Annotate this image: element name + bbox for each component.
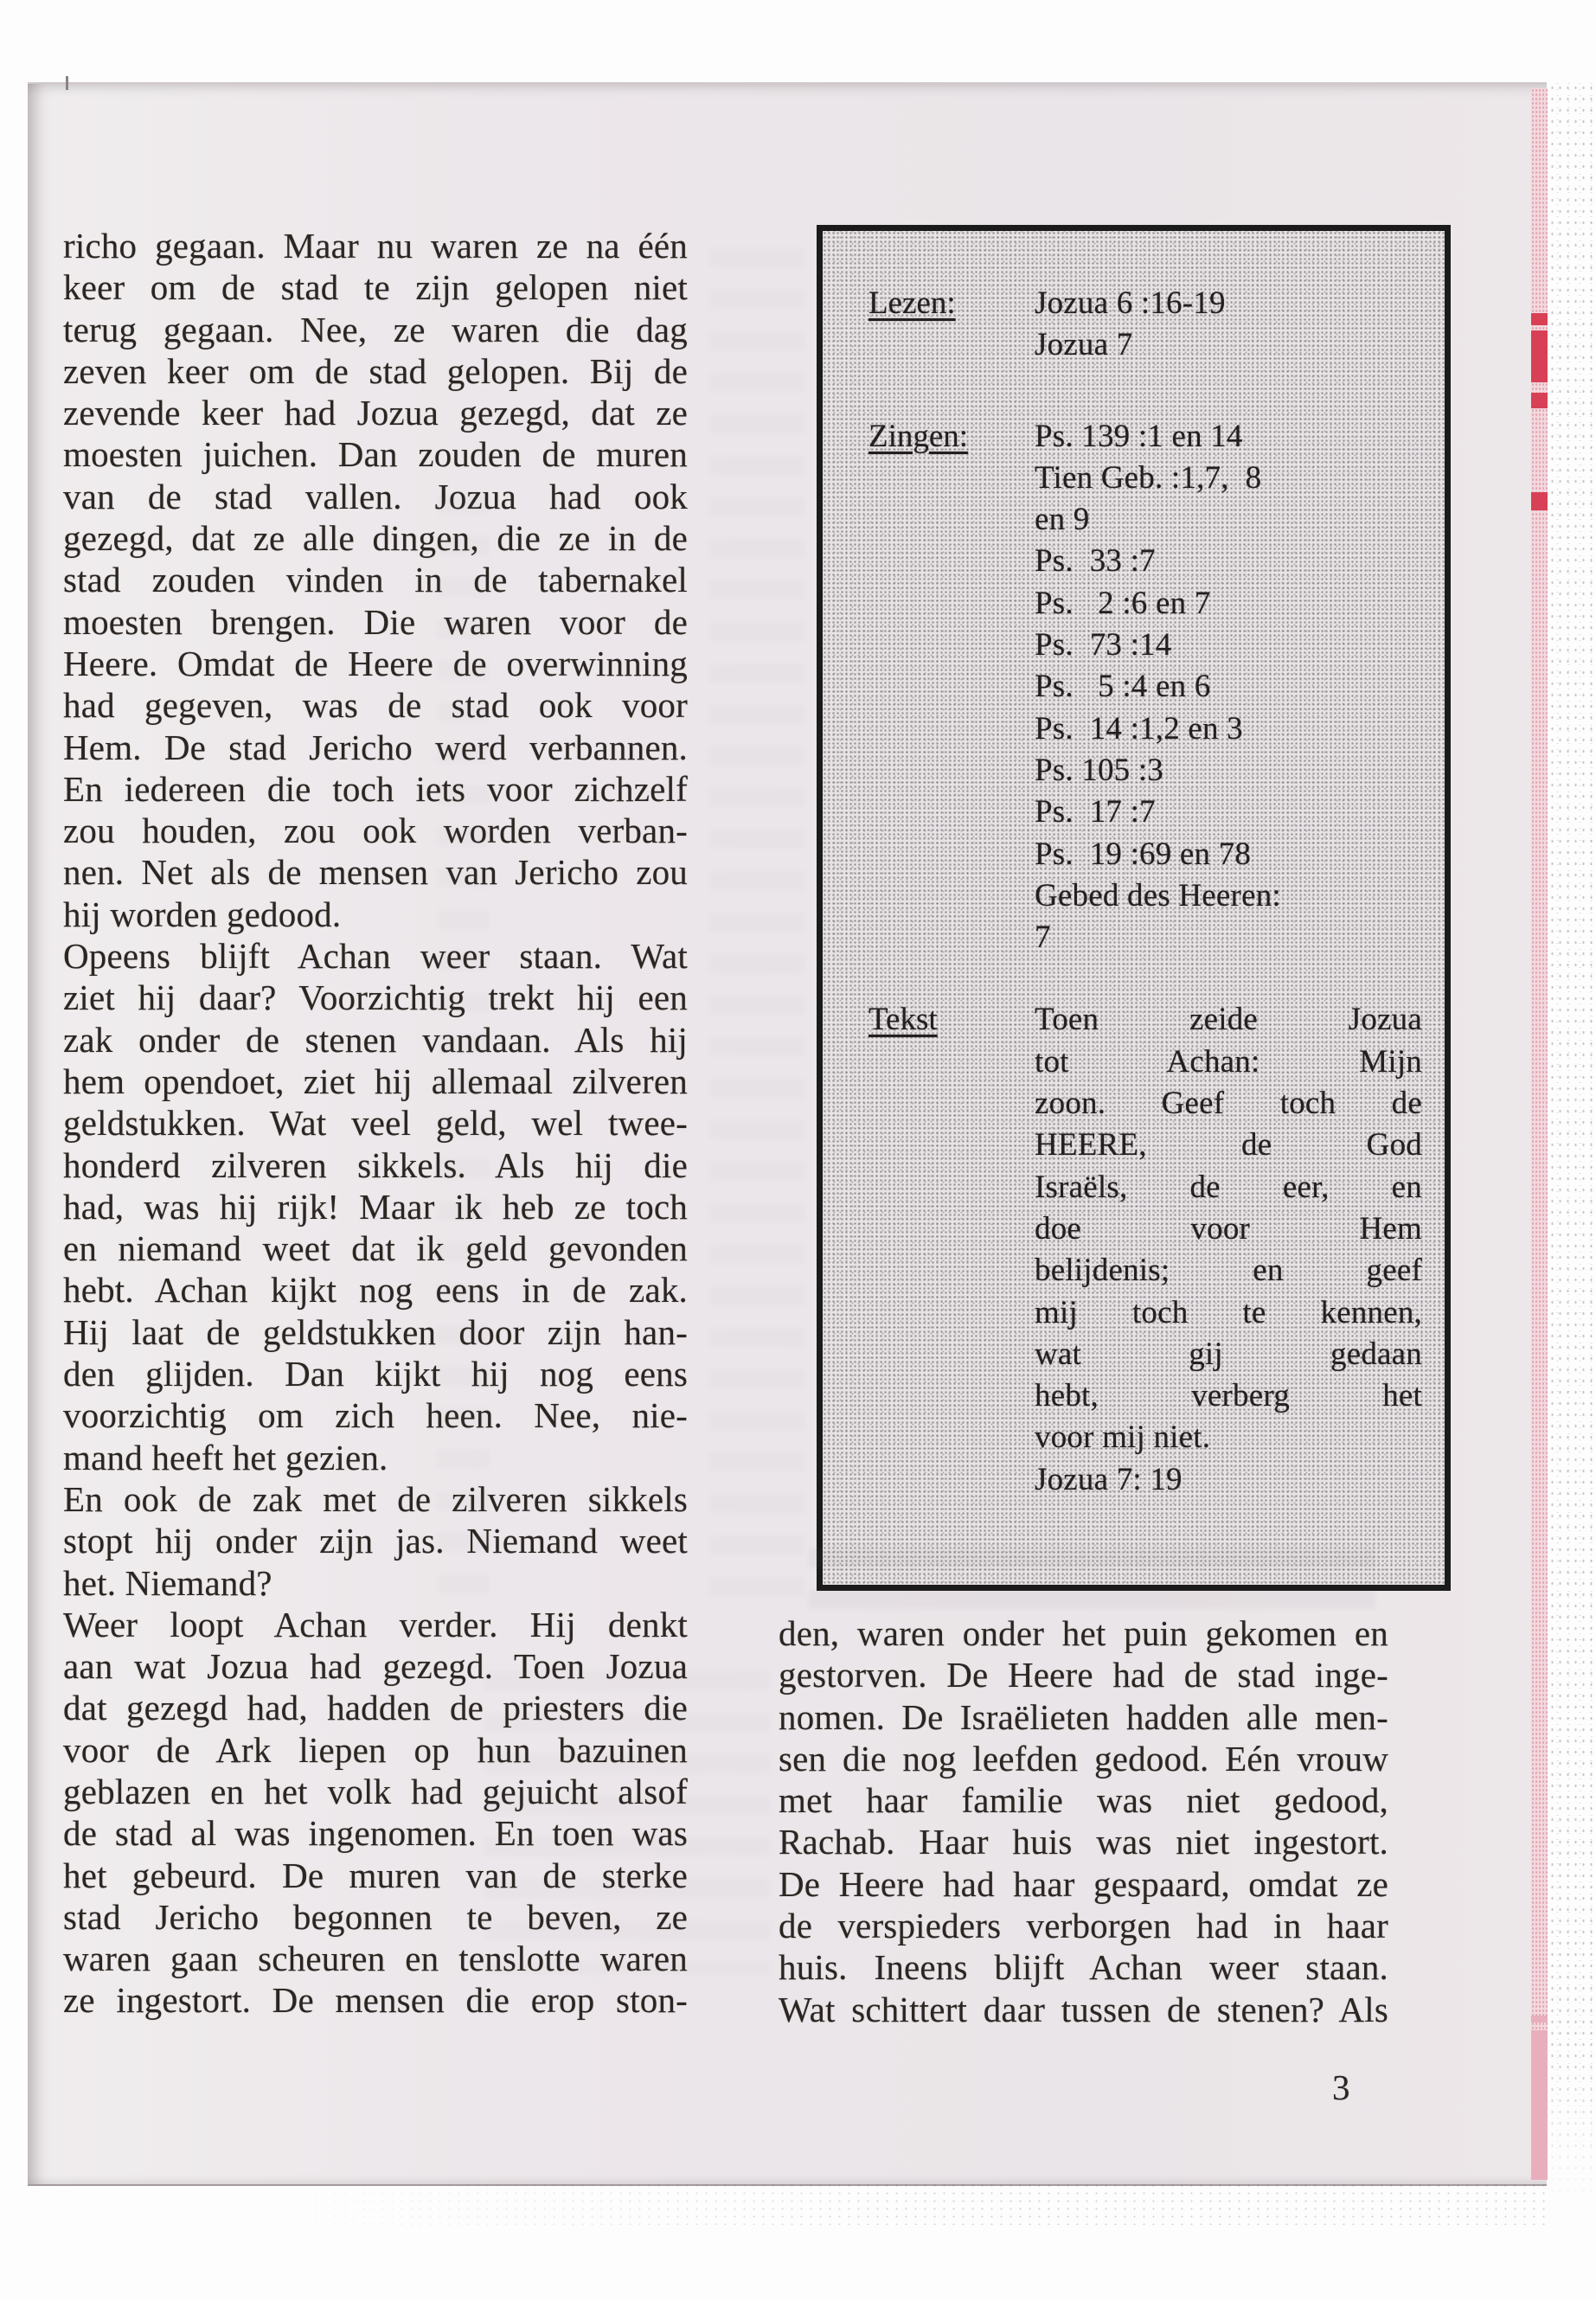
text-line: van de stad vallen. Jozua had ook (63, 476, 688, 516)
text-line: stopt hij onder zijn jas. Niemand weet (63, 1521, 688, 1561)
text-line: had, was hij rijk! Maar ik heb ze toch (63, 1186, 688, 1227)
text-line: geblazen en het volk had gejuicht alsof (63, 1771, 688, 1811)
text-line: de verspieders verborgen had in haar (779, 1906, 1388, 1946)
text-line: zoon. Geef toch de (1035, 1086, 1422, 1122)
text-line: Gebed des Heeren: (1035, 877, 1281, 913)
text-line: HEERE, de God (1035, 1127, 1422, 1163)
text-line: Tien Geb. :1,7, 8 (1035, 459, 1262, 496)
bleed-through-under-box (809, 1548, 1375, 1611)
text-line: moesten brengen. Die waren voor de (63, 601, 688, 642)
text-line: Jozua 7 (1035, 327, 1133, 363)
text-line: gestorven. De Heere had de stad inge- (779, 1655, 1388, 1695)
text-line: zeven keer om de stad gelopen. Bij de (63, 350, 688, 391)
text-line: Ps. 73 :14 (1035, 627, 1172, 663)
text-line: En ook de zak met de zilveren sikkels (63, 1478, 688, 1519)
text-line: hem opendoet, ziet hij allemaal zilveren (63, 1061, 688, 1101)
text-line: stad Jericho begonnen te beven, ze (63, 1896, 688, 1937)
box-section-value (1035, 416, 1422, 959)
text-line: Jozua 7: 19 (1035, 1461, 1183, 1497)
text-line: mand heeft het gezien. (63, 1437, 388, 1477)
book-page (28, 82, 1547, 2186)
box-section-label: Lezen: (869, 285, 956, 321)
text-line: Ps. 14 :1,2 en 3 (1035, 710, 1243, 747)
text-line: tot Achan: Mijn (1035, 1043, 1422, 1080)
text-line: nomen. De Israëlieten hadden alle men- (779, 1696, 1388, 1737)
text-line: mij toch te kennen, (1035, 1294, 1422, 1330)
right-text-column (779, 1612, 1388, 2030)
text-line: De Heere had haar gespaard, omdat ze (779, 1863, 1388, 1904)
text-line: Hem. De stad Jericho werd verbannen. (63, 727, 688, 767)
bleed-through-column-gap (709, 248, 804, 1598)
text-line: geldstukken. Wat veel geld, wel twee- (63, 1103, 688, 1144)
text-line: Ps. 19 :69 en 78 (1035, 836, 1252, 872)
text-line: Ps. 33 :7 (1035, 543, 1156, 580)
box-section (869, 283, 1422, 367)
text-line: Ps. 139 :1 en 14 (1035, 418, 1243, 454)
text-line: met haar familie was niet gedood, (779, 1780, 1388, 1821)
reading-singing-text-box (817, 225, 1451, 1591)
fore-edge-red-mark (1531, 393, 1548, 408)
text-line: het. Niemand? (63, 1562, 272, 1603)
text-line: terug gegaan. Nee, ze waren die dag (63, 309, 688, 349)
text-line: stad zouden vinden in de tabernakel (63, 560, 688, 600)
text-line: Jozua 6 :16-19 (1035, 285, 1226, 321)
text-line: Weer loopt Achan verder. Hij denkt (63, 1604, 688, 1644)
text-line: nen. Net als de mensen van Jericho zou (63, 852, 688, 893)
box-section-label: Zingen: (869, 418, 969, 454)
text-line: Wat schittert daar tussen de stenen? Als (779, 1989, 1388, 2029)
text-line: Ps. 105 :3 (1035, 752, 1164, 788)
box-section (869, 416, 1422, 959)
text-line: hebt, verberg het (1035, 1378, 1422, 1414)
text-line: waren gaan scheuren en tenslotte waren (63, 1939, 688, 1979)
text-line: Hij laat de geldstukken door zijn han- (63, 1311, 688, 1352)
text-line: den, waren onder het puin gekomen en (779, 1613, 1388, 1653)
page-edge-nick (66, 76, 68, 90)
text-line: zak onder de stenen vandaan. Als hij (63, 1019, 688, 1060)
scanner-dust-bottom (216, 2182, 1548, 2225)
text-line: ze ingestort. De mensen die erop ston- (63, 1980, 688, 2021)
text-line: aan wat Jozua had gezegd. Toen Jozua (63, 1646, 688, 1687)
page-number: 3 (1332, 2067, 1350, 2107)
text-line: wat gij gedaan (1035, 1336, 1422, 1372)
text-line: voor mij niet. (1035, 1420, 1211, 1456)
text-line: Ps. 17 :7 (1035, 794, 1156, 830)
fore-edge-red-mark (1531, 330, 1548, 382)
text-line: en 9 (1035, 502, 1090, 538)
box-section-label: Tekst (869, 1002, 938, 1038)
box-section (869, 999, 1422, 1501)
bleed-through-left-margin (437, 495, 489, 1611)
text-line: belijdenis; en geef (1035, 1253, 1422, 1289)
text-line: huis. Ineens blijft Achan weer staan. (779, 1947, 1388, 1988)
fore-edge-red-mark (1531, 492, 1548, 510)
text-line: Ps. 2 :6 en 7 (1035, 585, 1211, 621)
book-fore-edge (1531, 88, 1548, 2180)
text-line: hebt. Achan kijkt nog eens in de zak. (63, 1270, 688, 1311)
text-line: het gebeurd. De muren van de sterke (63, 1855, 688, 1895)
text-line: voor de Ark liepen op hun bazuinen (63, 1729, 688, 1770)
text-line: En iedereen die toch iets voor zichzelf (63, 768, 688, 809)
box-section-value (1035, 283, 1422, 367)
text-line: gezegd, dat ze alle dingen, die ze in de (63, 518, 688, 559)
text-line: zevende keer had Jozua gezegd, dat ze (63, 393, 688, 433)
text-line: Israëls, de eer, en (1035, 1169, 1422, 1205)
text-line: dat gezegd had, hadden de priesters die (63, 1688, 688, 1728)
text-line: doe voor Hem (1035, 1210, 1422, 1247)
text-line: hij worden gedood. (63, 894, 342, 934)
text-line: Ps. 5 :4 en 6 (1035, 669, 1211, 705)
text-line: voorzichtig om zich heen. Nee, nie- (63, 1395, 688, 1436)
text-line: ziet hij daar? Voorzichtig trekt hij een (63, 977, 688, 1018)
text-line: sen die nog leefden gedood. Eén vrouw (779, 1738, 1388, 1779)
text-line: Toen zeide Jozua (1035, 1002, 1422, 1038)
text-line: Opeens blijft Achan weer staan. Wat (63, 936, 688, 977)
text-line: den glijden. Dan kijkt hij nog eens (63, 1354, 688, 1394)
text-line: richo gegaan. Maar nu waren ze na één (63, 226, 688, 266)
text-line: de stad al was ingenomen. En toen was (63, 1813, 688, 1854)
box-section-value (1035, 999, 1422, 1501)
bleed-through-lower-gap (484, 1671, 770, 1974)
scanner-dust-right (1548, 82, 1596, 2210)
text-line: zou houden, zou ook worden verban- (63, 811, 688, 851)
text-line: keer om de stad te zijn gelopen niet (63, 267, 688, 308)
text-line: moesten juichen. Dan zouden de muren (63, 434, 688, 475)
text-line: Heere. Omdat de Heere de overwinning (63, 643, 688, 683)
text-line: Rachab. Haar huis was niet ingestort. (779, 1822, 1388, 1862)
text-line: honderd zilveren sikkels. Als hij die (63, 1144, 688, 1185)
text-line: en niemand weet dat ik geld gevonden (63, 1228, 688, 1269)
text-line: 7 (1035, 920, 1051, 956)
fore-edge-pink-mark (1531, 2030, 1548, 2180)
text-line: had gegeven, was de stad ook voor (63, 685, 688, 726)
fore-edge-pink-mark (1531, 2016, 1548, 2022)
fore-edge-red-mark (1531, 313, 1548, 325)
